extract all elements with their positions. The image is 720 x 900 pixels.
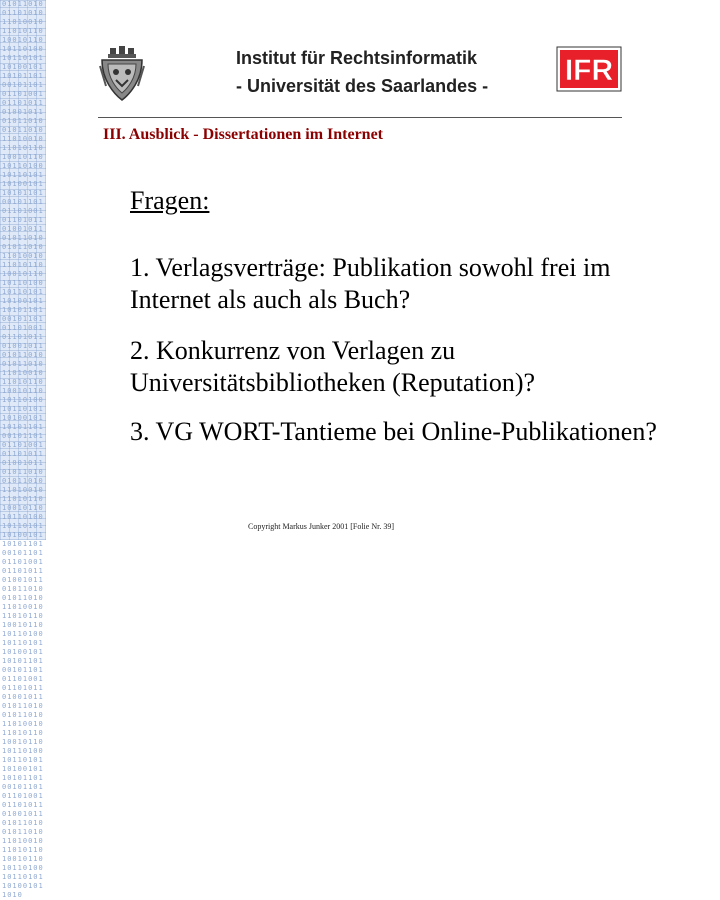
questions-heading: Fragen: [130, 186, 210, 215]
question-2: 2. Konkurrenz von Verlagen zu Universitätsbibliotheken (Reputation)? [130, 336, 536, 397]
institute-name: Institut für Rechtsinformatik [236, 48, 478, 68]
ifr-logo [556, 46, 622, 92]
binary-pattern: 0101101001101010110100101101011010010110101101001011010110100101101011010010110101101001011010110100101101011010010110101101001011010110100101101011010010110101101001011010110100101101011010010110101101001011010110100101101011010010110101101001011010110100101101011010010110101101001011010110100101101011010010110101101001011010110100101101011010010110101101001011010110100101101011010010110101101001011010110100101101011010010110101101001011010110100101101011010010110101101001011010110100101101011010010110101101001011010110100101101011010010110101101001011010110100101101011010010110101101001011010110100101101011010010110101101001011010110100101101011010010110101101001011010110100101101011010010110101101001011010110100101101011010010110101101001011010110100101101011010010110101101001011010 [2, 0, 44, 899]
section-title: III. Ausblick - Dissertationen im Internet [103, 126, 384, 143]
decorative-binary-strip [0, 0, 46, 899]
logo-text: IFR [564, 54, 614, 87]
university-name: - Universität des Saarlandes - [236, 76, 489, 96]
header-divider [98, 117, 622, 118]
question-1: 1. Verlagsverträge: Publikation sowohl frei im Internet als auch als Buch? [130, 253, 611, 314]
question-3: 3. VG WORT-Tantieme bei Online-Publikationen? [130, 417, 657, 446]
university-seal-icon [96, 46, 148, 104]
copyright-footer: Copyright Markus Junker 2001 [Folie Nr. 39] [248, 522, 394, 531]
